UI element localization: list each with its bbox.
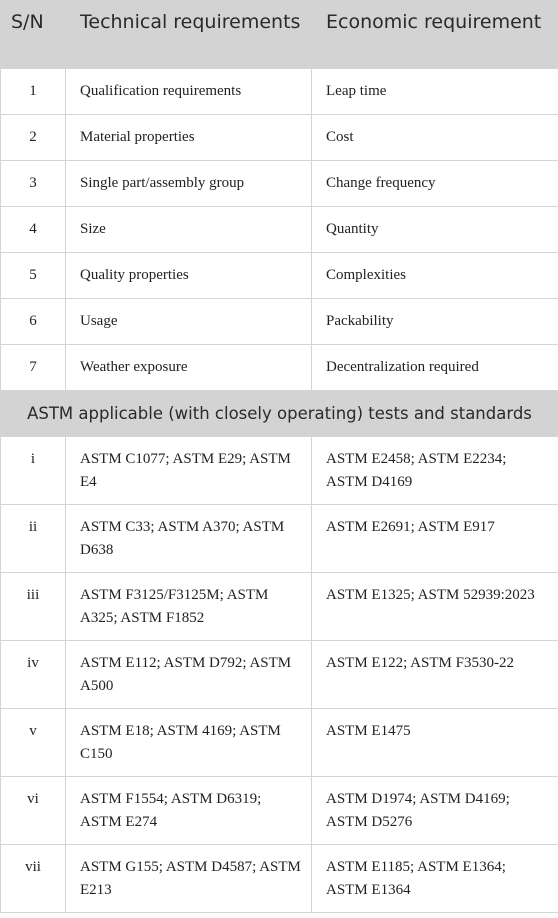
row-sn: iii [1, 573, 66, 641]
row-sn: v [1, 709, 66, 777]
row-sn: vi [1, 777, 66, 845]
row-sn: vii [1, 845, 66, 913]
row-technical: ASTM G155; ASTM D4587; ASTM E213 [66, 845, 312, 913]
row-technical: Weather exposure [66, 345, 312, 391]
row-technical: ASTM E112; ASTM D792; ASTM A500 [66, 641, 312, 709]
table-row [1, 437, 558, 505]
row-sn: 1 [1, 69, 66, 115]
header-technical: Technical requirements [66, 1, 312, 69]
table-row [1, 345, 558, 391]
row-sn: 6 [1, 299, 66, 345]
row-economic: ASTM D1974; ASTM D4169; ASTM D5276 [312, 777, 558, 845]
row-economic: Leap time [312, 69, 558, 115]
row-economic: Change frequency [312, 161, 558, 207]
row-sn: 3 [1, 161, 66, 207]
row-technical: ASTM C33; ASTM A370; ASTM D638 [66, 505, 312, 573]
table-row [1, 253, 558, 299]
table-row [1, 505, 558, 573]
row-technical: Quality properties [66, 253, 312, 299]
row-economic: ASTM E2691; ASTM E917 [312, 505, 558, 573]
row-technical: Qualification requirements [66, 69, 312, 115]
row-sn: 4 [1, 207, 66, 253]
row-technical: ASTM C1077; ASTM E29; ASTM E4 [66, 437, 312, 505]
table-row [1, 161, 558, 207]
row-economic: ASTM E1325; ASTM 52939:2023 [312, 573, 558, 641]
row-technical: ASTM F1554; ASTM D6319; ASTM E274 [66, 777, 312, 845]
table-row [1, 299, 558, 345]
table-row [1, 641, 558, 709]
table-row [1, 845, 558, 913]
table-row [1, 69, 558, 115]
row-technical: ASTM E18; ASTM 4169; ASTM C150 [66, 709, 312, 777]
row-sn: i [1, 437, 66, 505]
row-technical: Size [66, 207, 312, 253]
table-row [1, 777, 558, 845]
table-row [1, 573, 558, 641]
row-technical: Single part/assembly group [66, 161, 312, 207]
row-economic: Decentralization required [312, 345, 558, 391]
table-body [1, 69, 558, 913]
row-economic: Cost [312, 115, 558, 161]
row-economic: Complexities [312, 253, 558, 299]
row-technical: ASTM F3125/F3125M; ASTM A325; ASTM F1852 [66, 573, 312, 641]
row-economic: Quantity [312, 207, 558, 253]
section-header-row [1, 391, 558, 437]
header-economic: Economic requirement [312, 1, 558, 69]
row-economic: ASTM E1475 [312, 709, 558, 777]
header-row [1, 1, 558, 69]
row-sn: 7 [1, 345, 66, 391]
row-sn: 5 [1, 253, 66, 299]
row-economic: ASTM E122; ASTM F3530-22 [312, 641, 558, 709]
table-row [1, 207, 558, 253]
row-sn: ii [1, 505, 66, 573]
row-economic: Packability [312, 299, 558, 345]
row-economic: ASTM E2458; ASTM E2234; ASTM D4169 [312, 437, 558, 505]
table-row [1, 709, 558, 777]
table-row [1, 115, 558, 161]
row-technical: Material properties [66, 115, 312, 161]
section-title: ASTM applicable (with closely operating) tests and standards [1, 391, 558, 437]
row-sn: iv [1, 641, 66, 709]
row-technical: Usage [66, 299, 312, 345]
table-header [1, 1, 558, 69]
header-sn: S/N [1, 1, 66, 69]
row-economic: ASTM E1185; ASTM E1364; ASTM E1364 [312, 845, 558, 913]
row-sn: 2 [1, 115, 66, 161]
